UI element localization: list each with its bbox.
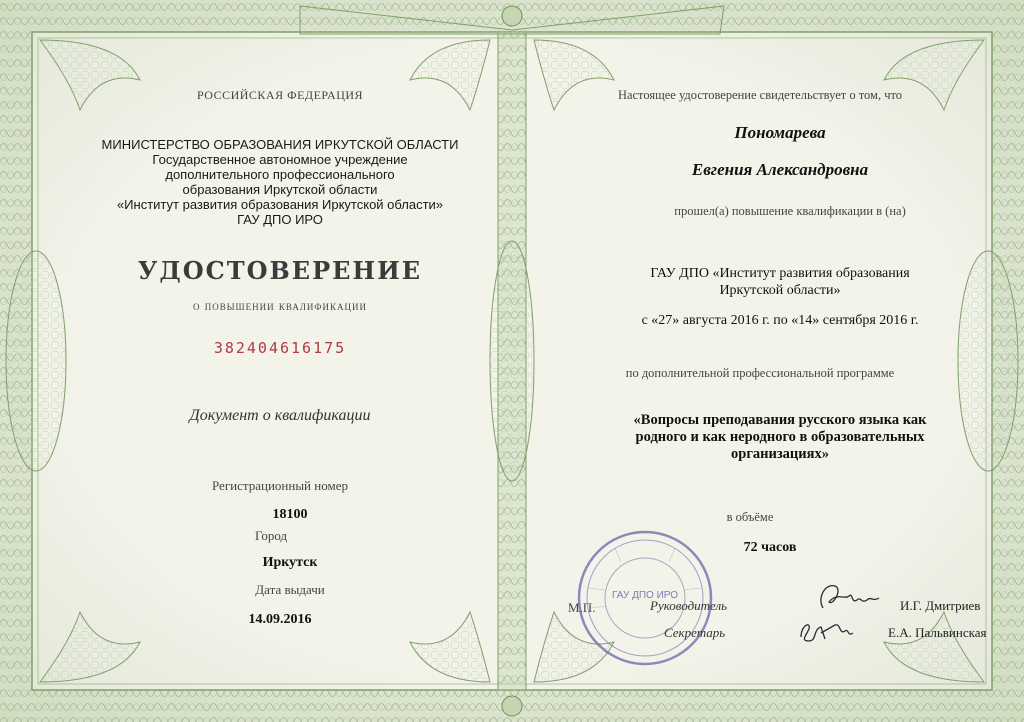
- program-label: по дополнительной профессиональной программе: [625, 366, 895, 380]
- org-line-5: «Институт развития образования Иркутской области»: [116, 197, 444, 212]
- certificate-number: 382404616175: [213, 339, 347, 357]
- training-period: с «27» августа 2016 г. по «14» сентября 2016 г.: [641, 313, 919, 328]
- program-line-3: организациях»: [731, 446, 829, 462]
- seal-mark: М.П.: [568, 600, 596, 615]
- organization-block: [60, 137, 500, 227]
- org-line-2: Государственное автономное учреждение: [152, 152, 408, 167]
- document-title: УДОСТОВЕРЕНИЕ: [137, 256, 423, 285]
- secretary-signature: [795, 615, 855, 649]
- org-line-3: дополнительного профессионального: [165, 167, 395, 182]
- country-label: РОССИЙСКАЯ ФЕДЕРАЦИЯ: [196, 88, 364, 102]
- document-type: Документ о квалификации: [189, 407, 371, 424]
- program-line-1: «Вопросы преподавания русского языка как: [633, 412, 927, 428]
- ministry-line: МИНИСТЕРСТВО ОБРАЗОВАНИЯ ИРКУТСКОЙ ОБЛАСТИ: [101, 137, 459, 152]
- institution-line-1: ГАУ ДПО «Институт развития образования: [650, 266, 910, 281]
- recipient-surname: Пономарева: [734, 123, 826, 142]
- volume-label: в объёме: [726, 510, 774, 524]
- director-name: И.Г. Дмитриев: [900, 598, 981, 613]
- registration-label: Регистрационный номер: [212, 478, 348, 493]
- institution-block: [560, 265, 1000, 299]
- recipient-name: Евгения Александровна: [691, 160, 869, 179]
- director-signature: [815, 578, 885, 618]
- volume-value: 72 часов: [743, 540, 797, 555]
- city-label: Город: [255, 528, 288, 543]
- org-line-6: ГАУ ДПО ИРО: [237, 212, 323, 227]
- stamp-text: ГАУ ДПО ИРО: [611, 590, 679, 601]
- city-value: Иркутск: [262, 555, 318, 570]
- registration-number: 18100: [272, 507, 308, 522]
- secretary-name: Е.А. Пальвинская: [888, 625, 987, 640]
- issue-date: 14.09.2016: [248, 612, 312, 627]
- secretary-label: Секретарь: [664, 625, 726, 640]
- document-subtitle: о повышении квалификации: [192, 298, 368, 313]
- institution-line-2: Иркутской области»: [719, 283, 841, 298]
- program-line-2: родного и как неродного в образовательных: [635, 429, 925, 445]
- intro-text: Настоящее удостоверение свидетельствует о том, что: [617, 88, 903, 102]
- director-label: Руководитель: [650, 598, 728, 613]
- issue-date-label: Дата выдачи: [255, 582, 325, 597]
- passed-text: прошел(а) повышение квалификации в (на): [674, 204, 906, 218]
- org-line-4: образования Иркутской области: [182, 182, 378, 197]
- program-title: [560, 412, 1000, 463]
